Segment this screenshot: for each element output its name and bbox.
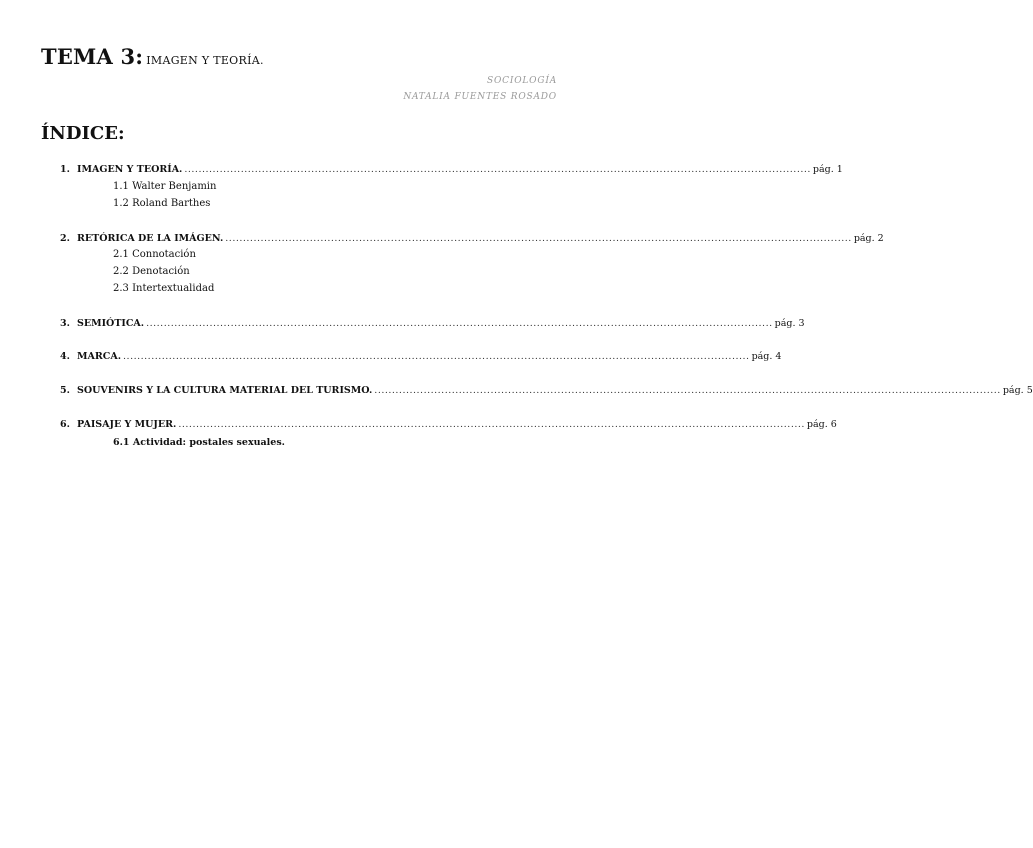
toc-subentry: 1.2 Roland Barthes	[113, 198, 211, 209]
toc-entry	[60, 233, 884, 244]
toc-entry-page: pág. 2	[853, 233, 884, 244]
toc-leader-dots: ..................................................................................................................................................................................	[184, 164, 811, 175]
toc-entry	[60, 419, 837, 430]
toc-entry-page: pág. 6	[806, 419, 837, 430]
toc-leader-dots: ..................................................................................................................................................................................	[225, 233, 852, 244]
toc-entry-number: 4.	[60, 351, 70, 362]
toc-entry-page: pág. 3	[774, 318, 805, 329]
toc-entry	[60, 318, 805, 329]
toc-subentry: 6.1 Actividad: postales sexuales.	[113, 437, 285, 448]
document-meta	[403, 73, 557, 105]
toc-entry	[60, 385, 1033, 396]
toc-entry-label: MARCA.	[77, 351, 122, 362]
index-heading: ÍNDICE:	[41, 123, 125, 144]
toc-leader-dots: ..................................................................................................................................................................................	[123, 351, 750, 362]
toc-subentry: 2.2 Denotación	[113, 266, 190, 277]
toc-entry-page: pág. 1	[812, 164, 843, 175]
subject-label: SOCIOLOGÍA	[487, 76, 557, 86]
toc-entry-label: SEMIÓTICA.	[77, 318, 145, 329]
toc-entry-number: 3.	[60, 318, 70, 329]
toc-entry-label: IMAGEN Y TEORÍA.	[77, 164, 183, 175]
tema-subtitle: IMAGEN Y TEORÍA.	[146, 54, 264, 67]
toc-subentry: 2.3 Intertextualidad	[113, 283, 215, 294]
toc-entry-number: 2.	[60, 233, 70, 244]
toc-entry-label: SOUVENIRS Y LA CULTURA MATERIAL DEL TURISMO.	[77, 385, 373, 396]
toc-subentry: 1.1 Walter Benjamin	[113, 181, 217, 192]
document-title	[41, 44, 264, 69]
toc-entry-label: RETÓRICA DE LA IMÁGEN.	[77, 233, 224, 244]
toc-leader-dots: ..................................................................................................................................................................................	[146, 318, 773, 329]
tema-label: TEMA 3:	[41, 44, 144, 69]
author-label: NATALIA FUENTES ROSADO	[403, 92, 557, 102]
toc-leader-dots: ..................................................................................................................................................................................	[178, 419, 805, 430]
toc-entry-page: pág. 5	[1002, 385, 1033, 396]
toc-leader-dots: ..................................................................................................................................................................................	[374, 385, 1001, 396]
toc-entry	[60, 164, 843, 175]
toc-entry	[60, 351, 782, 362]
toc-entry-number: 6.	[60, 419, 70, 430]
toc-entry-page: pág. 4	[751, 351, 782, 362]
toc-entry-number: 1.	[60, 164, 70, 175]
toc-entry-label: PAISAJE Y MUJER.	[77, 419, 177, 430]
toc-entry-number: 5.	[60, 385, 70, 396]
toc-subentry: 2.1 Connotación	[113, 249, 196, 260]
